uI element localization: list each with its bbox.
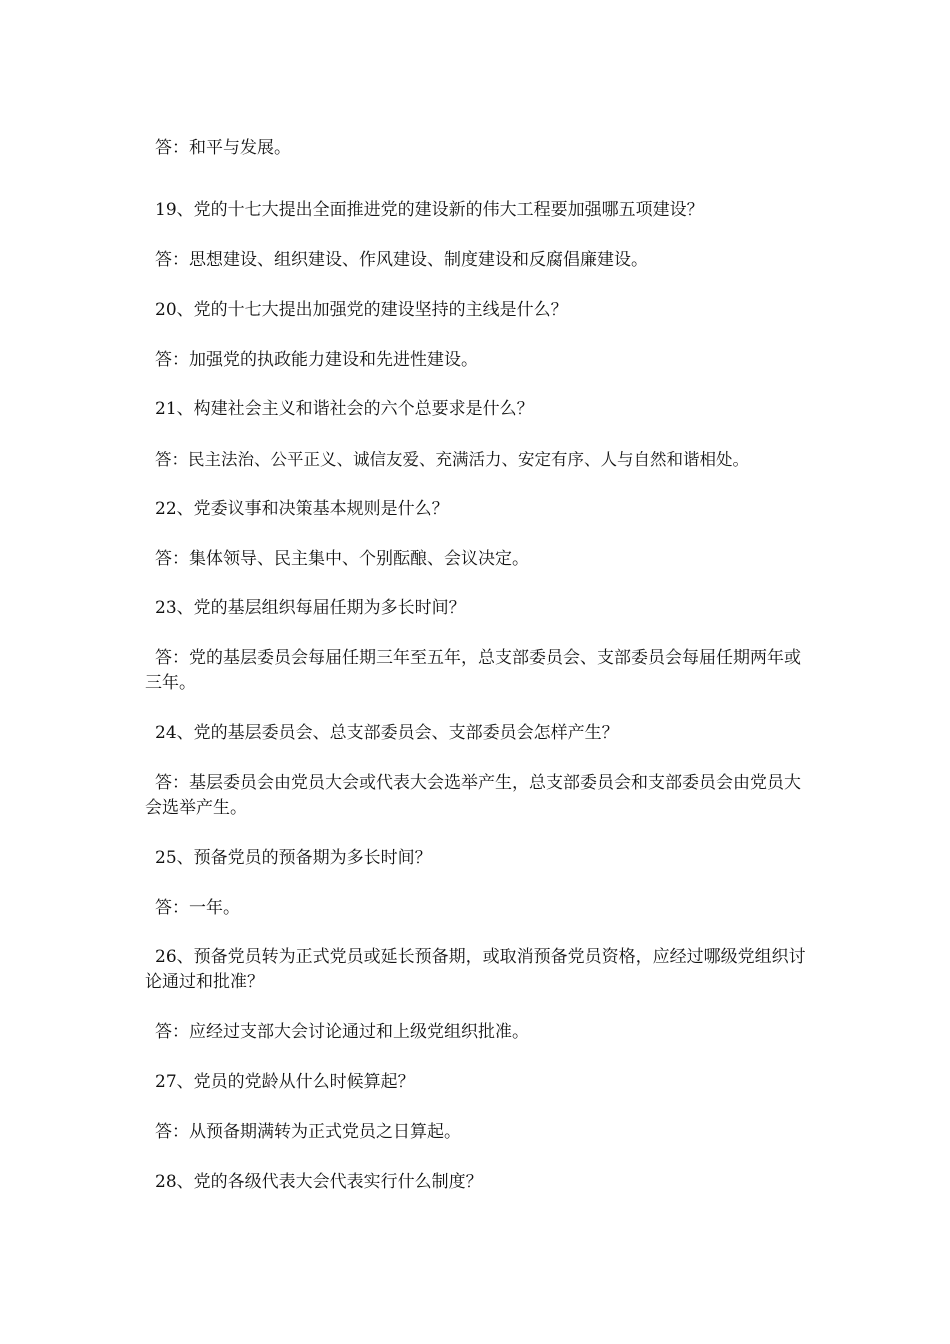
question-paragraph: 27、党员的党龄从什么时候算起？	[155, 1072, 415, 1092]
question-paragraph: 21、构建社会主义和谐社会的六个总要求是什么？	[155, 399, 534, 419]
answer-paragraph: 答：思想建设、组织建设、作风建设、制度建设和反腐倡廉建设。	[155, 250, 648, 270]
answer-paragraph: 答：应经过支部大会讨论通过和上级党组织批准。	[155, 1022, 529, 1042]
answer-paragraph: 答：民主法治、公平正义、诚信友爱、充满活力、安定有序、人与自然和谐相处。	[155, 450, 749, 469]
question-paragraph: 26、预备党员转为正式党员或延长预备期，或取消预备党员资格，应经过哪级党组织讨论通过和批准？	[145, 947, 806, 992]
question-paragraph: 23、党的基层组织每届任期为多长时间？	[155, 598, 466, 618]
question-paragraph: 19、党的十七大提出全面推进党的建设新的伟大工程要加强哪五项建设？	[155, 200, 704, 220]
question-paragraph: 22、党委议事和决策基本规则是什么？	[155, 499, 449, 519]
answer-paragraph: 答：一年。	[155, 898, 240, 918]
question-paragraph: 24、党的基层委员会、总支部委员会、支部委员会怎样产生？	[155, 723, 619, 743]
question-paragraph: 20、党的十七大提出加强党的建设坚持的主线是什么？	[155, 300, 568, 320]
answer-paragraph: 答：党的基层委员会每届任期三年至五年，总支部委员会、支部委员会每届任期两年或三年。	[145, 648, 801, 693]
answer-paragraph: 答：和平与发展。	[155, 138, 291, 158]
question-paragraph: 28、党的各级代表大会代表实行什么制度？	[155, 1172, 483, 1192]
answer-paragraph: 答：集体领导、民主集中、个别酝酿、会议决定。	[155, 549, 529, 569]
answer-paragraph: 答：基层委员会由党员大会或代表大会选举产生，总支部委员会和支部委员会由党员大会选举产生。	[145, 773, 801, 818]
answer-paragraph: 答：从预备期满转为正式党员之日算起。	[155, 1122, 461, 1142]
answer-paragraph: 答：加强党的执政能力建设和先进性建设。	[155, 350, 478, 370]
question-paragraph: 25、预备党员的预备期为多长时间？	[155, 848, 432, 868]
